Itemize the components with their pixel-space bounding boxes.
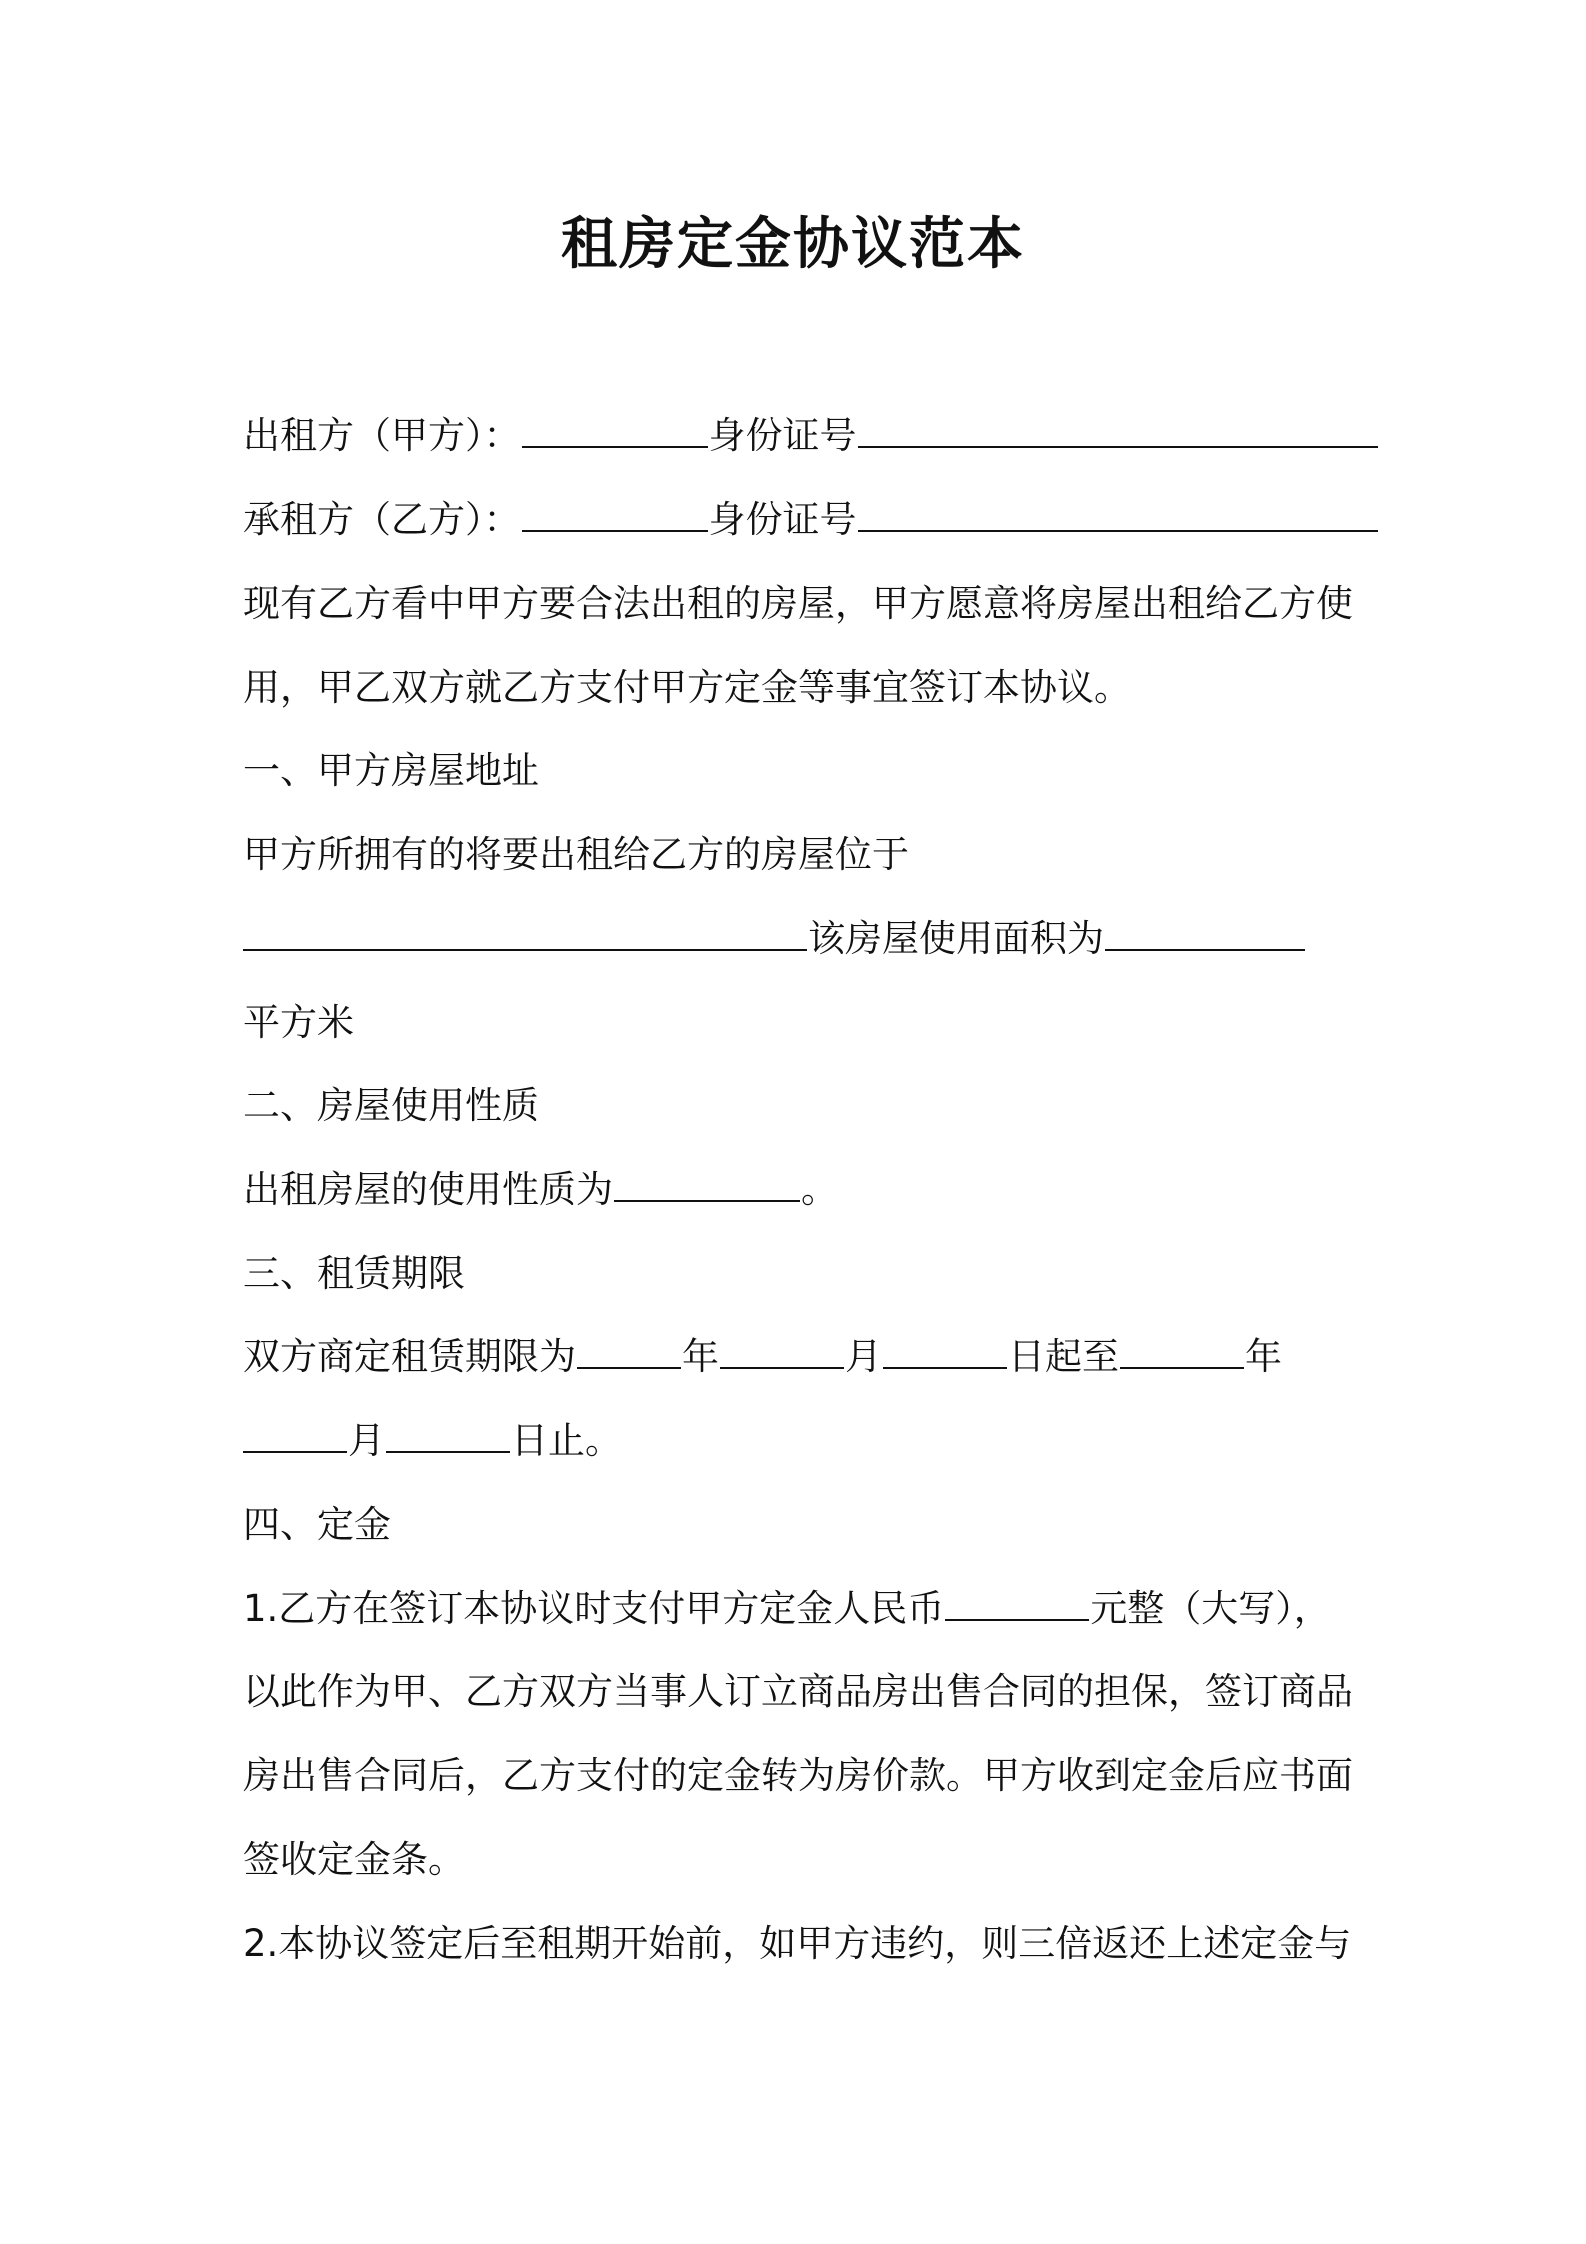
lessee-line bbox=[243, 492, 1379, 548]
section-1-heading: 一、甲方房屋地址 bbox=[243, 749, 539, 792]
end-month-label: 月 bbox=[348, 1419, 385, 1462]
deposit-suffix: 元整（大写）， bbox=[1090, 1587, 1331, 1630]
section-2-heading: 二、房屋使用性质 bbox=[243, 1084, 539, 1127]
section-3-line-1 bbox=[243, 1329, 1282, 1385]
start-year-label: 年 bbox=[682, 1335, 719, 1378]
section-1-line-1: 甲方所拥有的将要出租给乙方的房屋位于 bbox=[243, 833, 909, 876]
end-month-blank[interactable] bbox=[243, 1417, 347, 1453]
intro-line-1: 现有乙方看中甲方要合法出租的房屋，甲方愿意将房屋出租给乙方使 bbox=[243, 582, 1353, 625]
section-4-heading: 四、定金 bbox=[243, 1503, 391, 1546]
address-blank[interactable] bbox=[243, 915, 807, 951]
term-prefix: 双方商定租赁期限为 bbox=[243, 1335, 576, 1378]
usage-blank[interactable] bbox=[614, 1166, 800, 1202]
document-title: 租房定金协议范本 bbox=[561, 212, 1025, 277]
section-2-line bbox=[243, 1162, 838, 1218]
lessee-id-blank[interactable] bbox=[858, 496, 1378, 532]
lessor-label: 出租方（甲方）： bbox=[243, 414, 521, 457]
start-day-blank[interactable] bbox=[883, 1333, 1007, 1369]
deposit-amount-blank[interactable] bbox=[945, 1585, 1089, 1621]
lessor-line bbox=[243, 408, 1379, 464]
section-3-heading: 三、租赁期限 bbox=[243, 1252, 465, 1295]
lessor-id-blank[interactable] bbox=[858, 412, 1378, 448]
usage-label: 出租房屋的使用性质为 bbox=[243, 1168, 613, 1211]
end-day-blank[interactable] bbox=[386, 1417, 510, 1453]
end-year-label: 年 bbox=[1245, 1335, 1282, 1378]
area-unit: 平方米 bbox=[243, 1001, 354, 1044]
section-4-item-1-line-4: 签收定金条。 bbox=[243, 1838, 465, 1881]
lessee-id-label: 身份证号 bbox=[708, 498, 857, 541]
area-blank[interactable] bbox=[1105, 915, 1305, 951]
lessor-id-label: 身份证号 bbox=[708, 414, 857, 457]
section-4-item-1-line-3: 房出售合同后，乙方支付的定金转为房价款。甲方收到定金后应书面 bbox=[243, 1754, 1353, 1797]
lessor-name-blank[interactable] bbox=[522, 412, 708, 448]
intro-line-2: 用，甲乙双方就乙方支付甲方定金等事宜签订本协议。 bbox=[243, 666, 1131, 709]
area-label: 该房屋使用面积为 bbox=[808, 917, 1104, 960]
start-month-label: 月 bbox=[845, 1335, 882, 1378]
section-1-line-2 bbox=[243, 911, 1306, 967]
section-4-item-2-line-1: 2.本协议签定后至租期开始前，如甲方违约，则三倍返还上述定金与 bbox=[243, 1922, 1352, 1965]
usage-end: 。 bbox=[801, 1168, 838, 1211]
deposit-prefix: 1.乙方在签订本协议时支付甲方定金人民币 bbox=[243, 1587, 945, 1630]
lessee-name-blank[interactable] bbox=[522, 496, 708, 532]
end-year-blank[interactable] bbox=[1120, 1333, 1244, 1369]
section-4-item-1-line-2: 以此作为甲、乙方双方当事人订立商品房出售合同的担保，签订商品 bbox=[243, 1670, 1353, 1713]
lessee-label: 承租方（乙方）： bbox=[243, 498, 521, 541]
end-day-label: 日止。 bbox=[511, 1419, 622, 1462]
start-month-blank[interactable] bbox=[720, 1333, 844, 1369]
start-year-blank[interactable] bbox=[577, 1333, 681, 1369]
section-4-item-1-line-1 bbox=[243, 1581, 1331, 1637]
start-day-label: 日起至 bbox=[1008, 1335, 1119, 1378]
section-3-line-2 bbox=[243, 1413, 622, 1469]
